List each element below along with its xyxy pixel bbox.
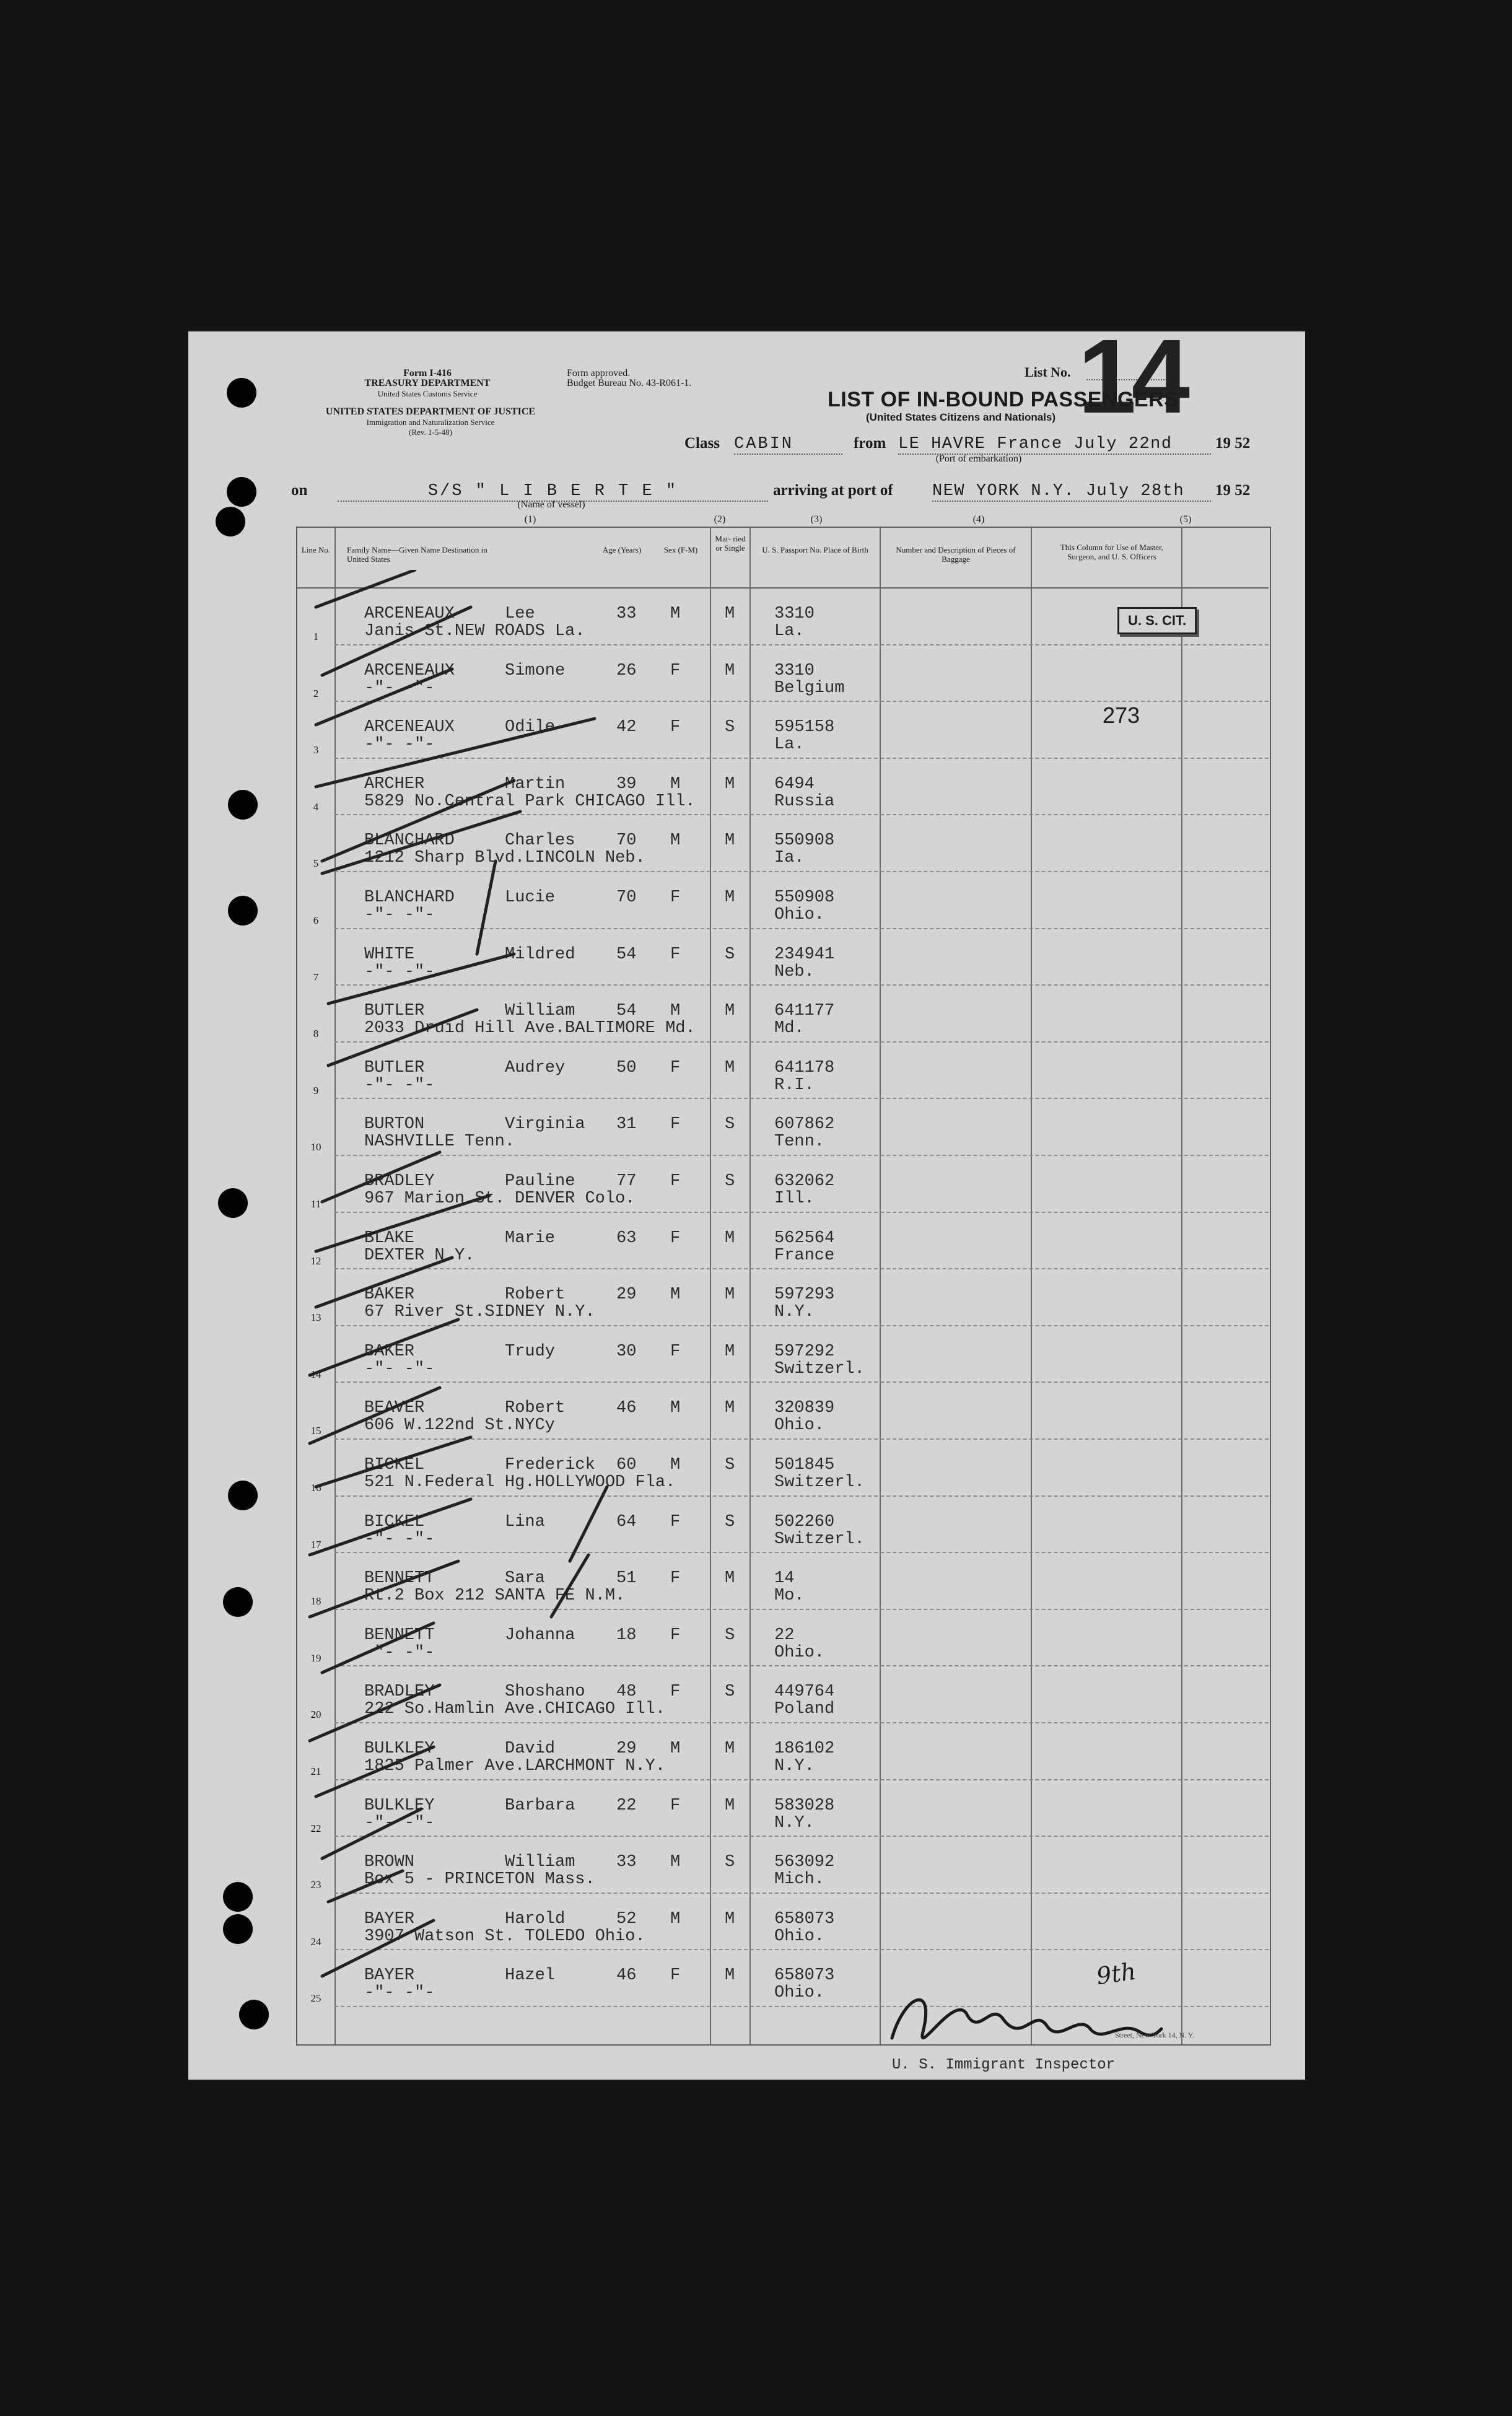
place-of-birth: La. — [774, 622, 805, 641]
given-name: William — [505, 1002, 575, 1021]
family-name: BLANCHARD — [364, 888, 455, 907]
given-name: Barbara — [505, 1796, 575, 1815]
vessel-caption: (Name of vessel) — [517, 499, 585, 510]
line-number: 22 — [310, 1822, 321, 1834]
port-embark-caption: (Port of embarkation) — [935, 453, 1022, 464]
destination: NASHVILLE Tenn. — [364, 1132, 515, 1152]
place-of-birth: Switzerl. — [774, 1473, 865, 1492]
destination: -"- -"- — [364, 735, 435, 755]
us-citizen-stamp: U. S. CIT. — [1117, 607, 1197, 634]
marital-status: M — [725, 1796, 735, 1815]
col-header-baggage: Number and Description of Pieces of Baggage — [896, 545, 1016, 564]
age: 46 — [616, 1966, 637, 1985]
age: 42 — [616, 718, 637, 737]
destination: 67 River St.SIDNEY N.Y. — [364, 1303, 595, 1322]
marital-status: M — [725, 831, 735, 851]
family-name: BAYER — [364, 1966, 415, 1985]
vessel-name: S/S " L I B E R T E " — [338, 482, 768, 502]
sex: M — [670, 605, 681, 623]
family-name: BULKLEY — [364, 1740, 435, 1758]
col-header-age: Age (Years) — [602, 545, 642, 554]
age: 50 — [616, 1058, 637, 1077]
age: 30 — [616, 1342, 637, 1361]
given-name: Simone — [505, 661, 566, 680]
sex: F — [670, 1683, 681, 1702]
line-number: 16 — [310, 1482, 321, 1494]
given-name: Odile — [505, 718, 556, 737]
sex: F — [670, 1512, 681, 1531]
age: 33 — [616, 605, 637, 623]
place-of-birth: Ohio. — [774, 906, 825, 924]
given-name: Sara — [505, 1569, 545, 1588]
given-name: Marie — [505, 1228, 556, 1248]
line-number: 13 — [310, 1311, 321, 1324]
marital-status: M — [725, 888, 735, 907]
family-name: ARCENEAUX — [364, 718, 455, 737]
destination: 222 So.Hamlin Ave.CHICAGO Ill. — [364, 1700, 666, 1719]
marital-status: S — [725, 1683, 735, 1702]
col-num-2: (2) — [714, 514, 726, 525]
family-name: BENNETT — [364, 1569, 435, 1588]
binder-hole — [223, 1882, 253, 1912]
class-value: CABIN — [734, 435, 842, 455]
sex: F — [670, 1058, 681, 1077]
binder-hole — [227, 378, 256, 408]
passport-number: 449764 — [774, 1683, 835, 1702]
marital-status: S — [725, 1456, 735, 1474]
given-name: Hazel — [505, 1966, 556, 1985]
place-of-birth: Poland — [774, 1700, 835, 1719]
destination: Rt.2 Box 212 SANTA FE N.M. — [364, 1587, 626, 1606]
binder-hole — [216, 507, 245, 536]
marital-status: M — [725, 1399, 735, 1418]
arriving-label: arriving at port of — [773, 482, 893, 499]
passport-number: 502260 — [774, 1512, 835, 1531]
place-of-birth: N.Y. — [774, 1813, 815, 1832]
given-name: Pauline — [505, 1172, 575, 1191]
sex: F — [670, 1796, 681, 1815]
sex: F — [670, 718, 681, 737]
sex: F — [670, 1115, 681, 1134]
given-name: Martin — [505, 774, 566, 794]
place-of-birth: France — [774, 1246, 835, 1265]
family-name: BUTLER — [364, 1002, 425, 1021]
col-num-3: (3) — [810, 514, 823, 525]
marital-status: M — [725, 605, 735, 623]
inspector-title: U. S. Immigrant Inspector — [892, 2057, 1116, 2073]
destination: 521 N.Federal Hg.HOLLYWOOD Fla. — [364, 1473, 676, 1492]
passport-number: 595158 — [774, 718, 835, 737]
justice-dept: UNITED STATES DEPARTMENT OF JUSTICE — [325, 406, 536, 417]
line-number: 2 — [313, 687, 319, 699]
marital-status: S — [725, 1853, 735, 1872]
given-name: Frederick — [505, 1456, 595, 1474]
family-name: BURTON — [364, 1115, 425, 1134]
passport-number: 641178 — [774, 1058, 835, 1077]
sex: F — [670, 945, 681, 964]
family-name: BAYER — [364, 1909, 415, 1928]
place-of-birth: Neb. — [774, 962, 815, 981]
binder-hole — [227, 477, 256, 507]
destination: -"- -"- — [364, 1359, 435, 1378]
line-number: 6 — [313, 914, 319, 926]
sex: M — [670, 774, 681, 794]
family-name: BICKEL — [364, 1512, 425, 1531]
passport-number: 501845 — [774, 1456, 835, 1474]
age: 52 — [616, 1909, 637, 1928]
sex: M — [670, 831, 681, 851]
sex: M — [670, 1740, 681, 1758]
sex: M — [670, 1285, 681, 1305]
age: 29 — [616, 1740, 637, 1758]
given-name: David — [505, 1740, 556, 1758]
passport-number: 607862 — [774, 1115, 835, 1134]
marital-status: M — [725, 1058, 735, 1077]
age: 29 — [616, 1285, 637, 1305]
place-of-birth: R.I. — [774, 1075, 815, 1095]
line-number: 18 — [310, 1595, 321, 1608]
given-name: Lina — [505, 1512, 545, 1531]
marital-status: M — [725, 1285, 735, 1305]
destination: 606 W.122nd St.NYCy — [364, 1416, 555, 1435]
col-header-line-no: Line No. — [301, 545, 331, 554]
binder-hole — [228, 790, 258, 820]
place-of-birth: Mich. — [774, 1870, 825, 1889]
given-name: Charles — [505, 831, 575, 851]
age: 70 — [616, 888, 637, 907]
passport-number: 3310 — [774, 661, 815, 680]
form-title: LIST OF IN-BOUND PASSENGERS — [828, 388, 1179, 411]
age: 22 — [616, 1796, 637, 1815]
line-number: 7 — [313, 971, 319, 983]
passport-number: 320839 — [774, 1399, 835, 1418]
marital-status: M — [725, 1002, 735, 1021]
col-num-1: (1) — [524, 514, 536, 525]
sex: F — [670, 1172, 681, 1191]
from-year: 19 52 — [1215, 435, 1251, 452]
destination: 5829 No.Central Park CHICAGO Ill. — [364, 792, 696, 811]
marital-status: S — [725, 1115, 735, 1134]
customs-service: United States Customs Service — [377, 389, 478, 398]
place-of-birth: Mo. — [774, 1587, 805, 1606]
col-num-4: (4) — [972, 514, 985, 525]
family-name: ARCENEAUX — [364, 605, 455, 623]
sex: F — [670, 1228, 681, 1248]
family-name: BLANCHARD — [364, 831, 455, 851]
place-of-birth: Switzerl. — [774, 1359, 865, 1378]
place-of-birth: Ohio. — [774, 1927, 825, 1946]
age: 31 — [616, 1115, 637, 1134]
family-name: BULKLEY — [364, 1796, 435, 1815]
passport-number: 234941 — [774, 945, 835, 964]
given-name: Shoshano — [505, 1683, 585, 1702]
destination: -"- -"- — [364, 1075, 435, 1095]
line-number: 12 — [310, 1254, 321, 1267]
age: 63 — [616, 1228, 637, 1248]
binder-hole — [223, 1914, 253, 1944]
class-label: Class — [684, 435, 720, 452]
passport-number: 641177 — [774, 1002, 835, 1021]
family-name: BAKER — [364, 1342, 415, 1361]
marital-status: S — [725, 718, 735, 737]
line-number: 17 — [310, 1538, 321, 1551]
line-number: 11 — [310, 1198, 321, 1210]
family-name: ARCHER — [364, 774, 425, 794]
passport-number: 597293 — [774, 1285, 835, 1305]
col-num-5: (5) — [1179, 514, 1192, 525]
place-of-birth: N.Y. — [774, 1757, 815, 1775]
passport-number: 563092 — [774, 1853, 835, 1872]
family-name: BRADLEY — [364, 1683, 435, 1702]
family-name: BUTLER — [364, 1058, 425, 1077]
destination: -"- -"- — [364, 678, 435, 698]
marital-status: M — [725, 1740, 735, 1758]
age: 64 — [616, 1512, 637, 1531]
destination: -"- -"- — [364, 1643, 435, 1662]
destination: 1212 Sharp Blvd.LINCOLN Neb. — [364, 849, 645, 868]
given-name: William — [505, 1853, 575, 1872]
passport-number: 186102 — [774, 1740, 835, 1758]
marital-status: M — [725, 661, 735, 680]
arrival-year: 19 52 — [1215, 482, 1251, 499]
age: 26 — [616, 661, 637, 680]
family-name: BEAVER — [364, 1399, 425, 1418]
sex: F — [670, 1342, 681, 1361]
line-number: 1 — [313, 631, 319, 642]
form-approved: Form approved. — [567, 368, 631, 379]
destination: 1825 Palmer Ave.LARCHMONT N.Y. — [364, 1757, 666, 1775]
passport-number: 550908 — [774, 831, 835, 851]
passport-number: 583028 — [774, 1796, 835, 1815]
line-number: 5 — [313, 857, 319, 870]
sex: F — [670, 1966, 681, 1985]
col-header-passport: U. S. Passport No. Place of Birth — [762, 545, 868, 554]
age: 54 — [616, 945, 637, 964]
age: 70 — [616, 831, 637, 851]
age: 54 — [616, 1002, 637, 1021]
destination: -"- -"- — [364, 962, 435, 981]
place-of-birth: Switzerl. — [774, 1530, 865, 1549]
line-number: 15 — [310, 1425, 321, 1437]
line-number: 25 — [310, 1992, 321, 2005]
place-of-birth: La. — [774, 735, 805, 755]
family-name: BENNETT — [364, 1626, 435, 1645]
sex: M — [670, 1909, 681, 1928]
col-header-sex: Sex (F-M) — [663, 545, 698, 554]
destination: 967 Marion St. DENVER Colo. — [364, 1189, 636, 1208]
family-name: ARCENEAUX — [364, 661, 455, 680]
sex: M — [670, 1002, 681, 1021]
marital-status: M — [725, 1569, 735, 1588]
list-number: 14 — [1078, 318, 1186, 435]
passport-number: 6494 — [774, 774, 815, 794]
place-of-birth: Russia — [774, 792, 835, 811]
age: 18 — [616, 1626, 637, 1645]
place-of-birth: Ia. — [774, 849, 805, 868]
sex: F — [670, 1569, 681, 1588]
printer-imprint: Street, New York 14, N. Y. — [1115, 2031, 1195, 2039]
ins-service: Immigration and Naturalization Service — [366, 418, 495, 427]
budget-bureau: Budget Bureau No. 43-R061-1. — [567, 378, 692, 388]
destination: 2033 Druid Hill Ave.BALTIMORE Md. — [364, 1019, 696, 1038]
given-name: Robert — [505, 1399, 566, 1418]
place-of-birth: N.Y. — [774, 1303, 815, 1322]
place-of-birth: Ill. — [774, 1189, 815, 1208]
line-number: 20 — [310, 1709, 321, 1721]
passport-number: 658073 — [774, 1966, 835, 1985]
binder-hole — [223, 1587, 253, 1617]
age: 46 — [616, 1399, 637, 1418]
given-name: Mildred — [505, 945, 575, 964]
family-name: BLAKE — [364, 1228, 415, 1248]
treasury-dept: TREASURY DEPARTMENT — [364, 378, 491, 388]
sex: F — [670, 1626, 681, 1645]
passport-number: 22 — [774, 1626, 795, 1645]
binder-hole — [218, 1188, 248, 1218]
given-name: Virginia — [505, 1115, 585, 1134]
passport-number: 658073 — [774, 1909, 835, 1928]
destination: -"- -"- — [364, 1813, 435, 1832]
place-of-birth: Ohio. — [774, 1984, 825, 2003]
on-label: on — [291, 482, 308, 499]
marital-status: S — [725, 945, 735, 964]
from-port: LE HAVRE France July 22nd — [898, 435, 1211, 455]
age: 77 — [616, 1172, 637, 1191]
line-number: 10 — [310, 1141, 321, 1153]
from-label: from — [854, 435, 886, 452]
marital-status: S — [725, 1626, 735, 1645]
passport-number: 550908 — [774, 888, 835, 907]
family-name: BICKEL — [364, 1456, 425, 1474]
age: 33 — [616, 1853, 637, 1872]
place-of-birth: Belgium — [774, 678, 845, 698]
handwritten-date: 9th — [1095, 1957, 1138, 1990]
passport-number: 14 — [774, 1569, 795, 1588]
passport-number: 562564 — [774, 1228, 835, 1248]
sex: M — [670, 1399, 681, 1418]
sex: M — [670, 1456, 681, 1474]
family-name: BROWN — [364, 1853, 415, 1872]
marital-status: M — [725, 1228, 735, 1248]
sex: F — [670, 888, 681, 907]
marital-status: S — [725, 1172, 735, 1191]
sex: M — [670, 1853, 681, 1872]
passport-number: 597292 — [774, 1342, 835, 1361]
marital-status: M — [725, 1966, 735, 1985]
family-name: BRADLEY — [364, 1172, 435, 1191]
col-header-officers: This Column for Use of Master, Surgeon, and U. S. Officers — [1060, 543, 1164, 561]
marital-status: M — [725, 1342, 735, 1361]
marital-status: M — [725, 774, 735, 794]
family-name: WHITE — [364, 945, 415, 964]
revision-date: (Rev. 1-5-48) — [409, 427, 452, 437]
family-name: BAKER — [364, 1285, 415, 1305]
line-number: 24 — [310, 1935, 321, 1948]
line-number: 14 — [310, 1368, 321, 1380]
place-of-birth: Ohio. — [774, 1416, 825, 1435]
marital-status: S — [725, 1512, 735, 1531]
given-name: Audrey — [505, 1058, 566, 1077]
line-number: 19 — [310, 1652, 321, 1664]
destination: Box 5 - PRINCETON Mass. — [364, 1870, 595, 1889]
destination: -"- -"- — [364, 906, 435, 924]
line-number: 21 — [310, 1766, 321, 1777]
place-of-birth: Md. — [774, 1019, 805, 1038]
line-number: 4 — [313, 800, 319, 813]
age: 39 — [616, 774, 637, 794]
destination: -"- -"- — [364, 1530, 435, 1549]
age: 60 — [616, 1456, 637, 1474]
given-name: Lee — [505, 605, 535, 623]
destination: 3907 Watson St. TOLEDO Ohio. — [364, 1927, 645, 1946]
given-name: Trudy — [505, 1342, 556, 1361]
age: 51 — [616, 1569, 637, 1588]
place-of-birth: Ohio. — [774, 1643, 825, 1662]
given-name: Johanna — [505, 1626, 575, 1645]
destination: -"- -"- — [364, 1984, 435, 2003]
col-divider — [1181, 527, 1182, 2044]
line-number: 23 — [310, 1879, 321, 1891]
form-number: Form I-416 — [403, 368, 452, 379]
binder-hole — [239, 2000, 269, 2029]
given-name: Lucie — [505, 888, 556, 907]
given-name: Harold — [505, 1909, 566, 1928]
binder-hole — [228, 1481, 258, 1510]
binder-hole — [228, 896, 258, 926]
list-no-label: List No. — [1025, 364, 1071, 380]
col-header-married: Mar- ried or Single — [715, 534, 746, 553]
count-number: 273 — [1103, 702, 1140, 728]
destination: DEXTER N.Y. — [364, 1246, 475, 1265]
destination: Janis St.NEW ROADS La. — [364, 622, 585, 641]
given-name: Robert — [505, 1285, 566, 1305]
arrival-port: NEW YORK N.Y. July 28th — [932, 482, 1211, 502]
form-subtitle: (United States Citizens and Nationals) — [866, 411, 1056, 423]
line-number: 9 — [313, 1084, 319, 1096]
age: 48 — [616, 1683, 637, 1702]
place-of-birth: Tenn. — [774, 1132, 825, 1152]
passport-number: 3310 — [774, 605, 815, 623]
line-number: 3 — [313, 744, 319, 756]
sex: F — [670, 661, 681, 680]
marital-status: M — [725, 1909, 735, 1928]
col-header-name: Family Name—Given Name Destination in United States — [347, 545, 487, 564]
passport-number: 632062 — [774, 1172, 835, 1191]
pen-check-marks — [273, 570, 954, 2026]
line-number: 8 — [313, 1028, 319, 1040]
col-divider — [1031, 527, 1032, 2044]
